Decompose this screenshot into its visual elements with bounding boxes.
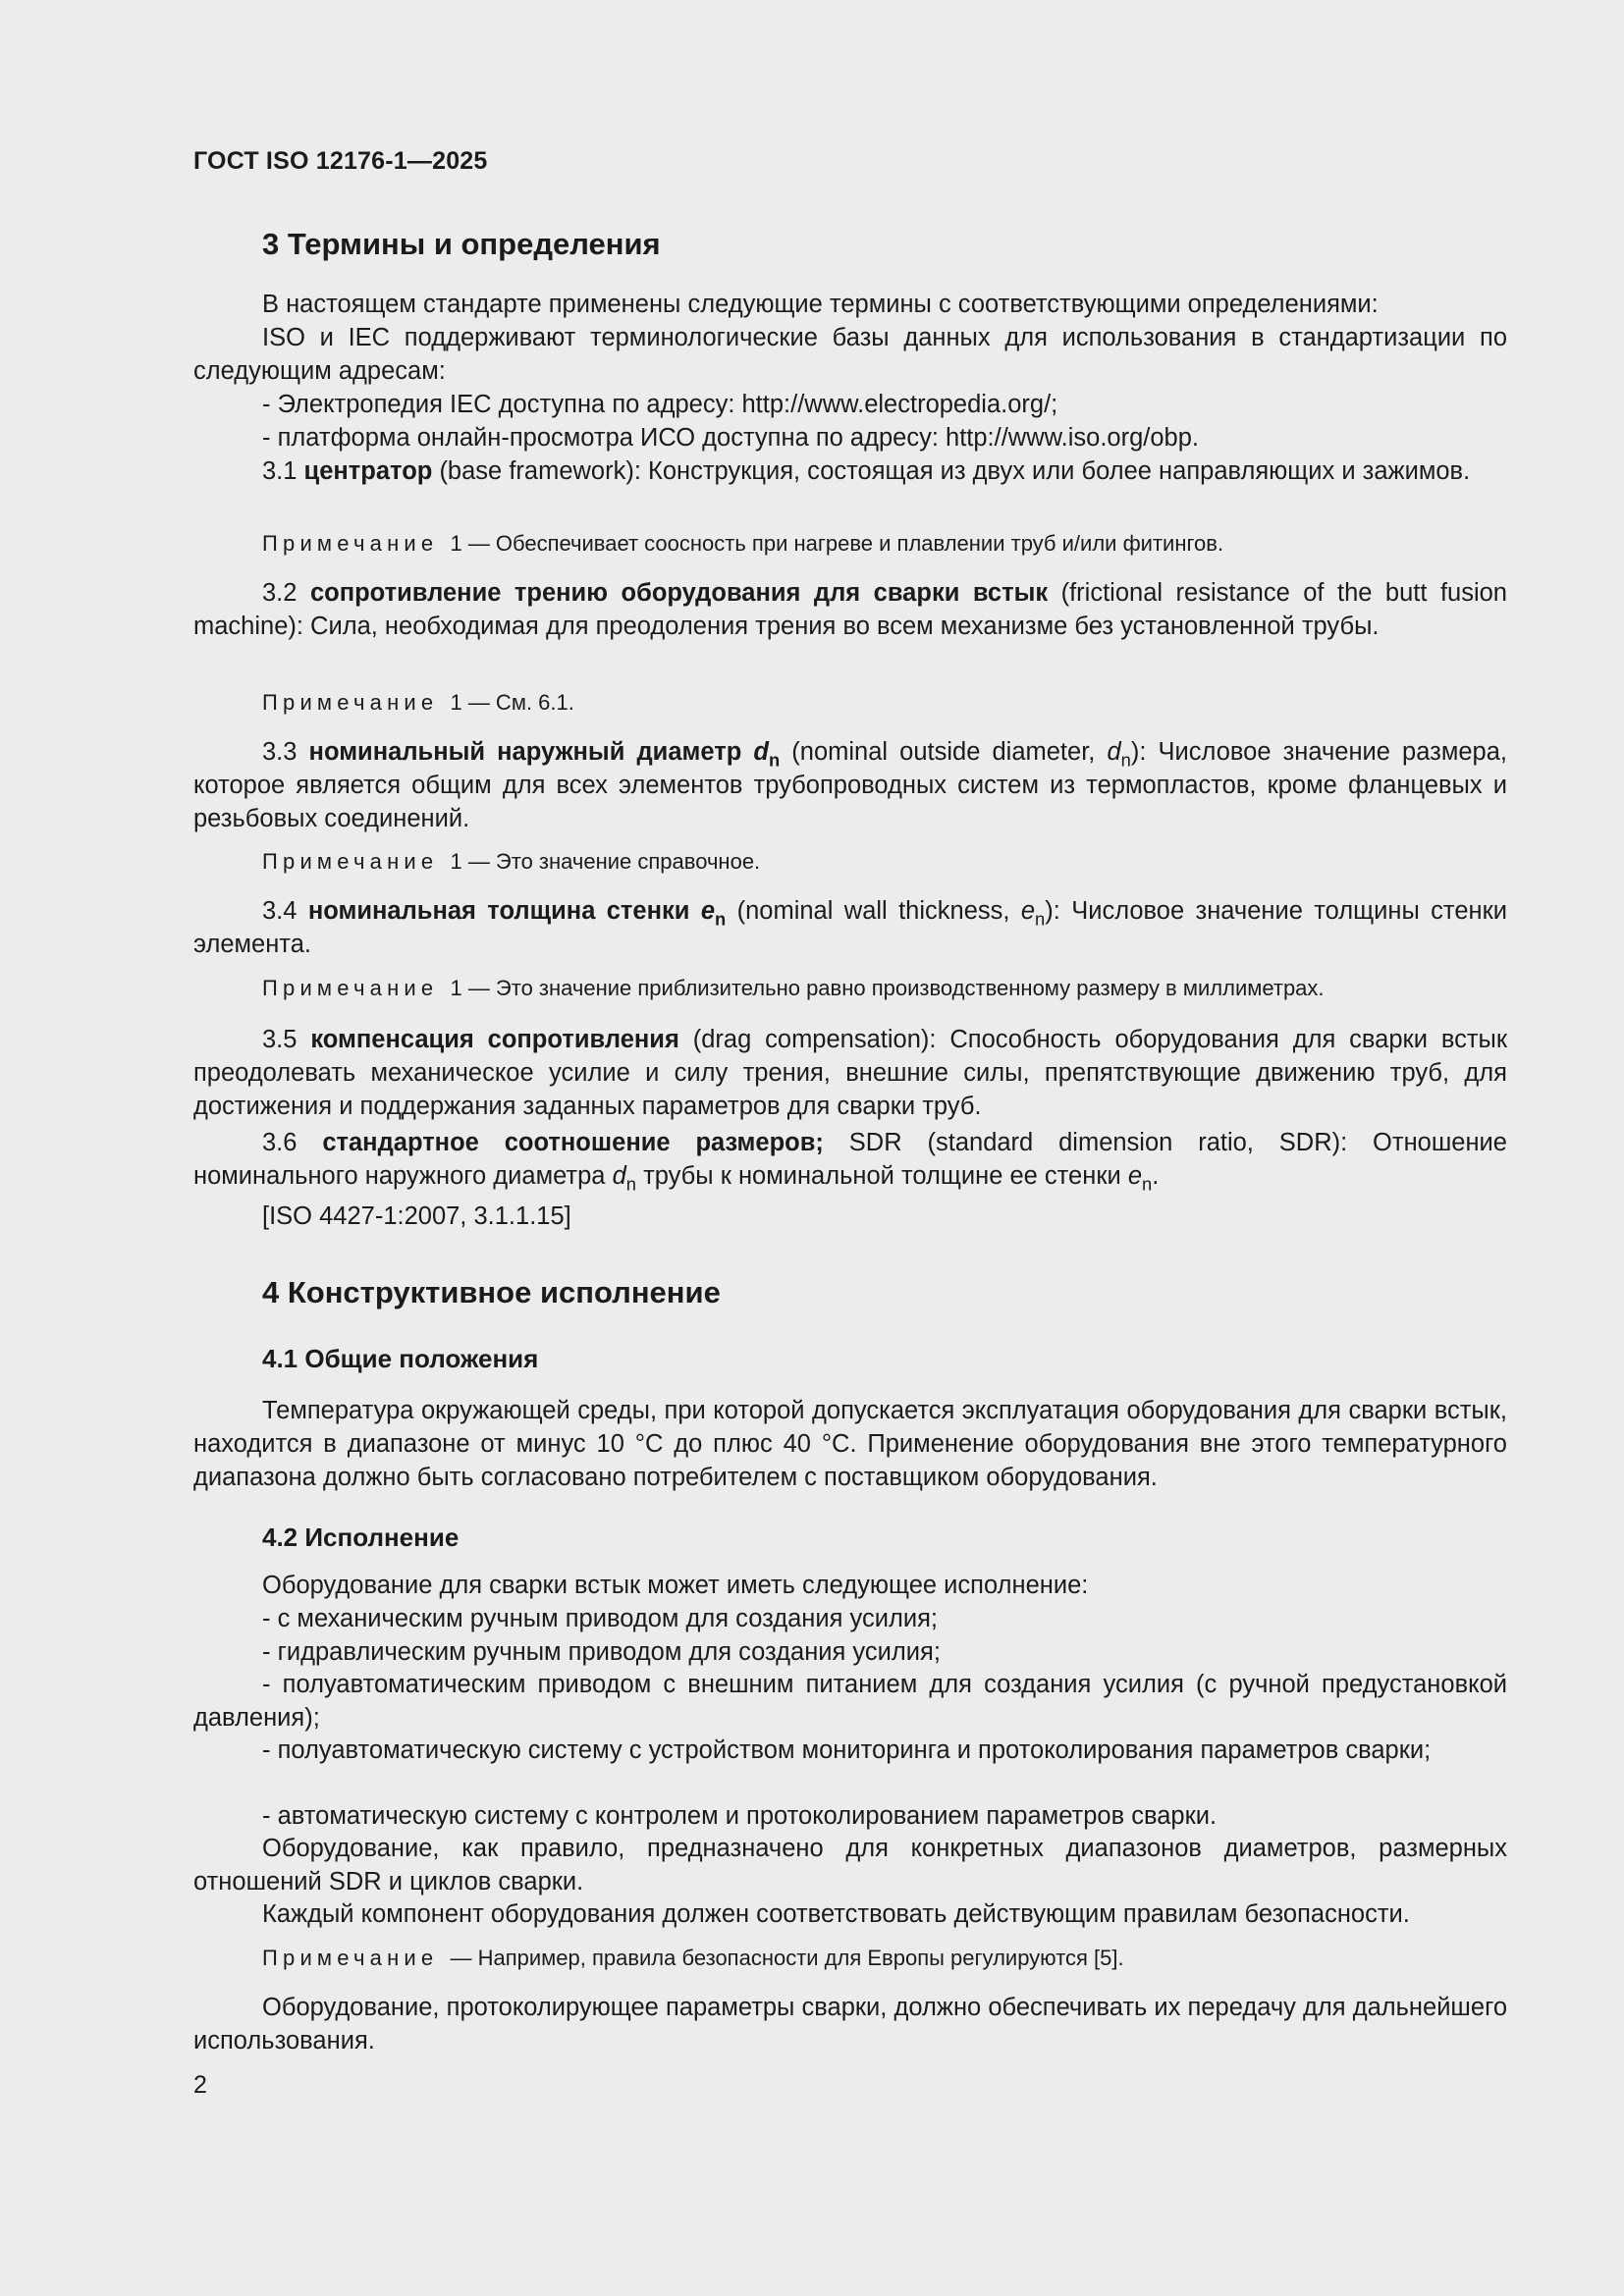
note-text: 1 — Это значение справочное. <box>450 849 761 874</box>
term-number: 3.1 <box>262 457 304 485</box>
section-3-iso-iec-paragraph: ISO и IEC поддерживают терминологические базы данных для использования в стандартизации по следующим адресам: <box>193 324 1507 385</box>
list-item: - полуавтоматическим приводом с внешним питанием для создания усилия (с ручной предустановкой давления); <box>193 1671 1507 1732</box>
subsection-4-1-text: Температура окружающей среды, при которой допускается эксплуатация оборудования для сварки встык, находится в диапазоне от минус 10 °С до плюс 40 °С. Применение оборудования вне этого температурного диапазона должно быть согласовано потребителем с поставщиком оборудования. <box>193 1397 1507 1491</box>
term-3-4 <box>193 894 1507 961</box>
term-symbol-subscript: n <box>768 749 781 771</box>
definition-symbol-d: d <box>612 1162 626 1190</box>
term-3-6-reference: [ISO 4427-1:2007, 3.1.1.15] <box>262 1202 571 1230</box>
definition-symbol: e <box>1020 897 1036 925</box>
list-item: - полуавтоматическую систему с устройством мониторинга и протоколирования параметров сварки; <box>262 1736 1432 1764</box>
term-name: центратор <box>303 457 433 485</box>
note-label: Примечание <box>262 1946 439 1970</box>
note-3-2 <box>193 688 1507 718</box>
term-definition-cont: ): Числовое значение толщины стенки элемента. <box>193 897 1507 958</box>
definition-symbol-e-subscript: n <box>1142 1173 1153 1195</box>
term-number: 3.3 <box>262 738 309 766</box>
note-4-2 <box>193 1944 1507 1973</box>
note-3-3 <box>193 847 1507 877</box>
term-3-3 <box>193 735 1507 835</box>
term-definition-cont: трубы к номинальной толщине ее стенки <box>635 1162 1128 1190</box>
term-definition-end: . <box>1152 1162 1160 1190</box>
paragraph: Оборудование, протоколирующее параметры сварки, должно обеспечивать их передачу для дальнейшего использования. <box>193 1994 1507 2055</box>
note-label: Примечание <box>262 849 439 874</box>
term-name: компенсация сопротивления <box>310 1026 679 1053</box>
term-3-2 <box>193 576 1507 643</box>
term-number: 3.4 <box>262 897 308 925</box>
definition-symbol-subscript: n <box>1035 908 1046 930</box>
definition-symbol-e: e <box>1127 1162 1142 1190</box>
definition-symbol: d <box>1107 738 1121 766</box>
document-header: ГОСТ ISO 12176-1—2025 <box>193 147 488 175</box>
list-item: - Электропедия IEC доступна по адресу: http://www.electropedia.org/; <box>262 391 1058 418</box>
subsection-4-2-heading: 4.2 Исполнение <box>262 1522 460 1552</box>
note-text: 1 — Это значение приблизительно равно производственному размеру в миллиметрах. <box>450 976 1325 1000</box>
note-label: Примечание <box>262 690 439 715</box>
page-number: 2 <box>193 2071 207 2099</box>
term-number: 3.6 <box>262 1129 323 1156</box>
term-name: стандартное соотношение размеров; <box>322 1129 824 1156</box>
term-definition: (nominal wall thickness, <box>726 897 1021 925</box>
term-symbol: d <box>753 738 769 766</box>
definition-symbol-subscript: n <box>1120 749 1131 771</box>
term-3-5 <box>193 1023 1507 1123</box>
term-name: номинальная толщина стенки <box>307 897 701 925</box>
note-label: Примечание <box>262 531 439 556</box>
list-item: - гидравлическим ручным приводом для создания усилия; <box>262 1638 941 1666</box>
section-3-intro: В настоящем стандарте применены следующие термины с соответствующими определениями: <box>262 291 1379 318</box>
term-3-6 <box>193 1126 1507 1193</box>
term-symbol: e <box>700 897 716 925</box>
subsection-4-2-intro: Оборудование для сварки встык может иметь следующее исполнение: <box>262 1572 1089 1599</box>
list-item: - платформа онлайн-просмотра ИСО доступна по адресу: http://www.iso.org/obp. <box>262 424 1199 452</box>
note-text: 1 — Обеспечивает соосность при нагреве и плавлении труб и/или фитингов. <box>450 531 1224 556</box>
note-3-4 <box>193 974 1507 1003</box>
term-3-1 <box>193 454 1507 488</box>
term-symbol-subscript: n <box>715 908 727 930</box>
note-3-1 <box>193 529 1507 559</box>
paragraph: Оборудование, как правило, предназначено для конкретных диапазонов диаметров, размерных отношений SDR и циклов сварки. <box>193 1835 1507 1896</box>
term-definition: (drag compensation): Способность оборудования для сварки встык преодолевать механическое усилие и силу трения, внешние силы, препятствующие движению труб, для достижения и поддержания заданных параметров для сварки труб. <box>193 1026 1508 1120</box>
note-text: 1 — См. 6.1. <box>450 690 574 715</box>
note-label: Примечание <box>262 976 439 1000</box>
term-number: 3.5 <box>262 1026 311 1053</box>
definition-symbol-d-subscript: n <box>625 1173 636 1195</box>
subsection-4-1-heading: 4.1 Общие положения <box>262 1344 539 1373</box>
section-3-heading: 3 Термины и определения <box>262 227 661 261</box>
term-definition: (base framework): Конструкция, состоящая из двух или более направляющих и зажимов. <box>432 457 1471 485</box>
term-number: 3.2 <box>262 579 310 607</box>
term-name: сопротивление трению оборудования для сварки встык <box>309 579 1049 607</box>
term-definition: (nominal outside diameter, <box>780 738 1108 766</box>
section-4-heading: 4 Конструктивное исполнение <box>262 1275 721 1309</box>
term-name: номинальный наружный диаметр <box>308 738 754 766</box>
term-definition: SDR (standard dimension ratio, SDR): Отношение номинального наружного диаметра <box>193 1129 1507 1190</box>
list-item: - с механическим ручным приводом для создания усилия; <box>262 1605 938 1632</box>
term-definition: (frictional resistance of the butt fusion machine): Сила, необходимая для преодоления трения во всем механизме без установленной трубы. <box>193 579 1507 640</box>
term-definition-cont: ): Числовое значение размера, которое является общим для всех элементов трубопроводных систем из термопластов, кроме фланцевых и резьбовых соединений. <box>193 738 1507 832</box>
paragraph: Каждый компонент оборудования должен соответствовать действующим правилам безопасности. <box>262 1900 1410 1928</box>
note-text: — Например, правила безопасности для Европы регулируются [5]. <box>444 1946 1124 1970</box>
list-item: - автоматическую систему с контролем и протоколированием параметров сварки. <box>262 1802 1218 1830</box>
